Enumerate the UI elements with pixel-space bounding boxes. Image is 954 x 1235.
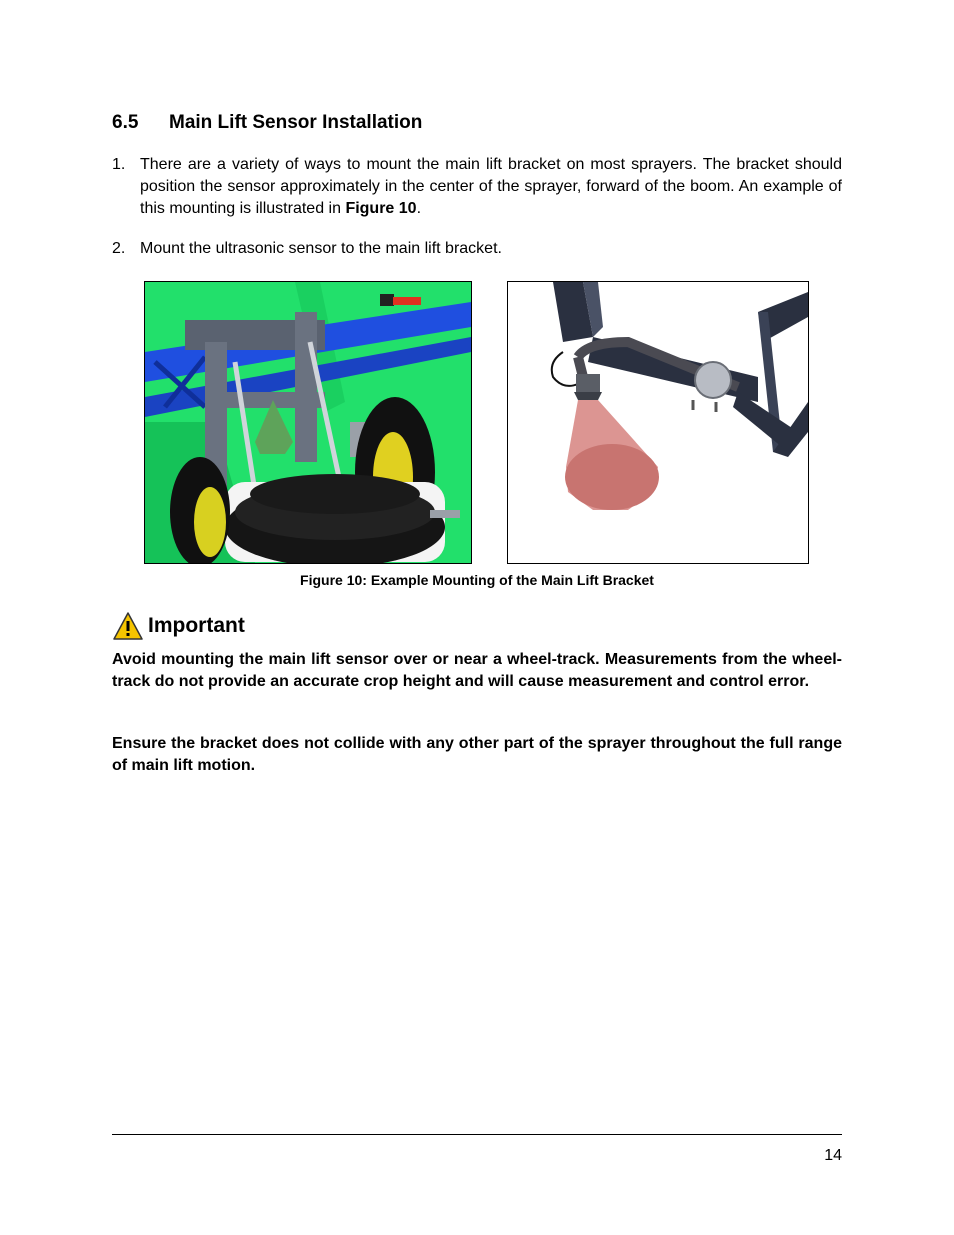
figure-caption: Figure 10: Example Mounting of the Main Lift Bracket [300, 572, 654, 588]
list-item-text: There are a variety of ways to mount the main lift bracket on most sprayers. The bracket should position the sensor approximately in the center of the sprayer, forward of the boom. An example of this mounting is illustrated in Figure 10. [140, 156, 842, 217]
footer-divider [112, 1134, 842, 1135]
list-item [112, 154, 842, 220]
important-label: Important [148, 614, 245, 637]
figure-reference: Figure 10 [345, 200, 417, 217]
figure-image-sensor-cone [507, 281, 809, 564]
warning-triangle-icon [112, 611, 144, 641]
section-number: 6.5 [112, 112, 139, 133]
list-item-text: Mount the ultrasonic sensor to the main lift bracket. [140, 240, 502, 257]
sensor-bracket-illustration [508, 282, 808, 563]
section-heading [112, 112, 422, 134]
list-item-number: 1. [112, 156, 126, 173]
important-callout [112, 611, 245, 643]
important-paragraph: Avoid mounting the main lift sensor over or near a wheel-track. Measurements from the wheel-track do not provide an accurate crop height and will cause measurement and control error. [112, 651, 842, 690]
figure-image-sprayer-bracket [144, 281, 472, 564]
important-paragraph: Ensure the bracket does not collide with any other part of the sprayer throughout the full range of main lift motion. [112, 735, 842, 774]
section-title: Main Lift Sensor Installation [169, 112, 423, 133]
sprayer-illustration [145, 282, 471, 563]
list-item-number: 2. [112, 240, 126, 257]
list-item [112, 238, 842, 260]
page-number: 14 [824, 1147, 842, 1164]
